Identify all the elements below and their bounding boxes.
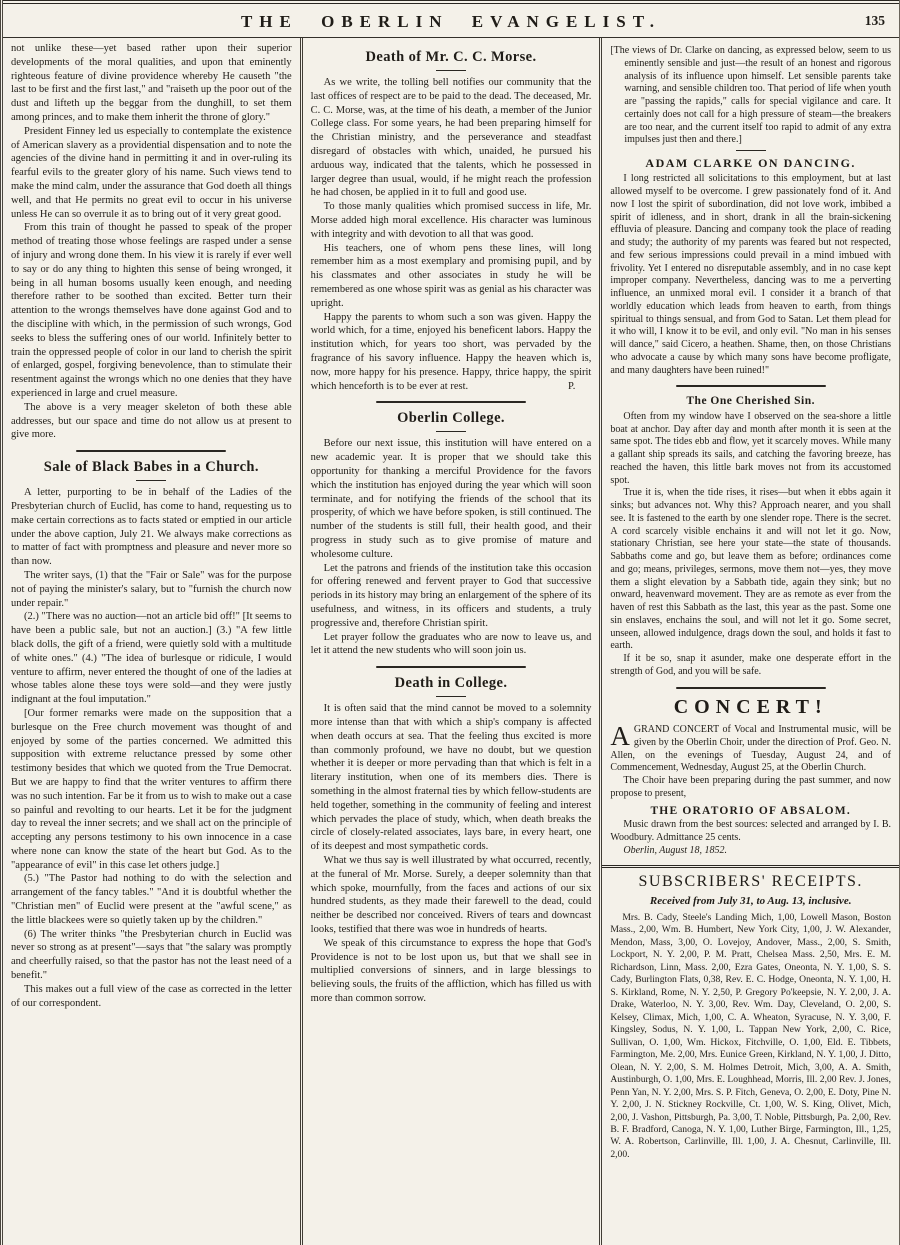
title-rule (436, 70, 466, 71)
paragraph: It is often said that the mind cannot be moved to a solemnity more intense than that with which a ship's company is affected when death occurs at sea. That the feeling thus excited is more than commonly profound, we have no doubt, but we question whether it is deeper or more pervading than that which is felt in a literary institution, when one of its members dies. There is something in the almost fraternal ties by which fellow-students are held together, something in the community of feeling and interest which pervades the place of study, which, when death breaks the circle of closely-related associates, lays bare, in every heart, one of its deepest and most sympathetic cords. (310, 703, 592, 853)
title-rule (436, 431, 466, 432)
article-oberlin-college (311, 409, 592, 658)
masthead (3, 0, 899, 38)
article-title: ADAM CLARKE ON DANCING. (645, 156, 856, 170)
paragraph: (5.) "The Pastor had nothing to do with the selection and arrangement of the fancy tables." "And it is doubtful whether the "Christian men" of Euclid were present at the "awful scene," as the little blackees were so quietly taken up by the children." (11, 873, 292, 926)
title-rule (436, 696, 466, 697)
drop-cap: A (610, 721, 630, 752)
page-number: 135 (864, 13, 885, 28)
paragraph: True it is, when the tide rises, it rises—but when it ebbs again it sinks; but advances not. Why this? Approach nearer, and you shall see. It is fastened to the earth by one slender rope. There is the secret. A cord scarcely visible enchains it and will not let it go. Now, stationary Christian, see here your state—the state of thousands. Sabbaths come and go, but leave them as before; ordinances come and go; means, privileges, sermons, move them not—yes, they move them a slight elevation by a Sabbath tide, again they sink; but no onward, heavenward movement. They are as remote as ever from the haven of rest this Sabbath as the last, this year as the past. Some one sin enslaves, enchains the soul, and will not let it go. Some secret, unseen, allowed indulgence, drags down the soul, and holds it fast to earth. (610, 487, 892, 652)
column-1 (3, 38, 300, 1245)
paragraph: Often from my window have I observed on the sea-shore a little boat at anchor. Day after day and month after month it is seen at the same spot. The tides ebb and flow, yet it scarcely moves. While many a gallant ship spreads its sails, and catching the favoring breeze, has reached the haven, this little bark moves not from its accustomed spot. (610, 410, 892, 486)
paragraph: His teachers, one of whom pens these lines, will long remember him as a most exemplary and promising pupil, and by his classmates and other associates in study he will be remembered as one whose spirit was as genial as his character was upright. (310, 242, 592, 309)
article-death-in-college (311, 674, 592, 1006)
article-one-cherished-sin (610, 394, 891, 678)
paragraph: Music drawn from the best sources: selected and arranged by I. B. Woodbury. Admittance 25 cents. (610, 819, 892, 844)
article-title: Death of Mr. C. C. Morse. (365, 49, 537, 65)
article-divider (376, 401, 526, 403)
paragraph: As we write, the tolling bell notifies our community that the last offices of respect are to be paid to the dead. The deceased, Mr. C. C. Morse, was, at the time of his death, a member of the Junior College class. For some years, he had been preparing himself for the Christian ministry, and the perseverance and steadfast disregard of obstacles with which, unaided, he pursued his arduous way, indicated that the talents, which he possessed in larger degree than usual, would, if he might reach the profession he had chosen, be applied in it to full and good use. (310, 77, 592, 199)
article-title: Death in College. (394, 675, 508, 692)
paragraph: From this train of thought he passed to speak of the proper method of treating those whose feelings are rasped under a sense of injury and wrong done them. In his view it is rarely if ever well to say or do any thing to highten this sense of being wronged, it being in all human bosoms usually keen enough, and needing therefore rather to be soothed than excited. Better turn their attention to the wrongs themselves have done against God and to the discipline with which, in the permission of such wrongs, God seeks to bless the suffering ones of our world. Infinitely better to train the oppressed people of color in our land to cherish the spirit of enlarged, gospel, forgiving benevolence, than to stimulate their resentment against the wrongs which no one denies that they have experienced in large and cruel measure. (11, 222, 292, 399)
paragraph (610, 721, 892, 775)
paragraph: The above is a very meager skeleton of both these able addresses, but our space and time do not allow us at present to give more. (11, 401, 292, 441)
paragraph: We speak of this circumstance to express the hope that God's Providence is not to be lost upon us, but that we shall see in multiplied conversions of sinners, and in large blessings to believing souls, the fruits of the affliction, which has filled us with more than common sorrow. (310, 937, 592, 1004)
paragraph: Before our next issue, this institution will have entered on a new academic year. It is proper that we should take this opportunity for thanking a merciful Providence for the favors which the institution has enjoyed during the year which will soon terminate, and for notifying the friends of the school that its prosperity, of which we have before spoken, is still continued. The number of the students is still full, their health good, and their progress in study such as to give promise of mature and wholesome culture. (310, 438, 592, 560)
notice-title: SUBSCRIBERS' RECEIPTS. (638, 872, 863, 890)
receipts-list: Mrs. B. Cady, Steele's Landing Mich, 1,00, Lowell Mason, Boston Mass., 2,00, Wm. B. Humbert, New York City, 1,00, J. W. Alexander, Mendon, Mass, 3,00, O. Lovejoy, Andover, Mass., 2,00, S. Smith, Lockport, N. Y. 2,00, P. M. Pratt, Chelsea Mass. 2,50, Mrs. E. M. Richardson, Linn, Mass. 2,00, Ezra Gates, Oneonta, N. Y. 1,00, S. S. Cady, Burlington Flats, 0,38, Rev. E. C. Hodge, Oneonta, N. Y. 1,00, H. S. Kirkland, Rome, N. Y. 2,50, P. Gregory Po'keepsie, N. Y. 2,00, J. A. Drake, Waterloo, N. Y. 3,00, Rev. Wm. Day, Cleveland, O. 2,00, S. Kelsey, Climax, Mich, 1,00, C. A. Wheaton, Syracuse, N. Y. 3,00, F. Kingsley, Sodus, N. Y. 1,00, L. Tappan New York, 2,00, C. Rice, Sullivan, O. 1,00, Wm. Hickox, Fitchville, O. 1,00, Eld. E. Tibbets, Farmington, Me. 2,00, Mrs. Eunice Green, Kirkland, N. Y. 1,00, J. Ditto, Olean, N. Y. 2,00, S. M. Holmes Detroit, Mich, 3,00, A. A. Smith, Austinburgh, O. 1,00, Mrs. E. Loughhead, Morris, Ill. 2,00 Rev. J. Jones, Penn Yan, N. Y. 2,00, Mrs. S. P. Fitch, Geneva, O. 2,00, E. Doty, Pine N. Y. 2,00, J. N. Stickney Rockville, Ct. 1,00, W. S. King, Olivet, Mich, 2,00, J. Vashon, Pittsburgh, Pa. 3,00, T. Noble, Pittsburgh, Pa. 2,00, Rev. B. F. Bradford, Canoga, N. Y. 1,00, Luther Birge, Farmington, Ill., 1,25, W. A. Robertson, Carlinville, Ill. 1,00, J. A. Chesnut, Carlinville, Ill. 2,00. (610, 912, 892, 1160)
article-divider (376, 666, 526, 668)
article-addresses-continuation (11, 42, 292, 442)
author-signature: P. (568, 380, 576, 392)
article-title: Sale of Black Babes in a Church. (43, 459, 259, 476)
paragraph: A letter, purporting to be in behalf of the Ladies of the Presbyterian church of Euclid, has come to hand, requesting us to make certain corrections as to facts stated or emptied in our article under the above caption, July 21. We always make corrections as to matter of fact with promptness and pleasure and never more so than now. (11, 487, 292, 568)
article-adam-clarke-on-dancing (610, 45, 891, 377)
editor-note: [The views of Dr. Clarke on dancing, as expressed below, seem to us eminently sensible and just—the result of an honest and rigorous analysis of its influence upon himself. Let sensible parents take warning, and sensible children too. That period of life when youth are "passing the rapids," calls for special vigilance and care. It certainly does not call for a high pressure of steam—the breakers are too near, and the current itself too rapid to admit of any extra impulses just then and there.] (610, 45, 892, 146)
article-title: The One Cherished Sin. (686, 395, 815, 408)
oratorio-subtitle: THE ORATORIO OF ABSALOM. (650, 804, 851, 817)
article-divider (76, 450, 226, 452)
paragraph: (6) The writer thinks "the Presbyterian church in Euclid was never so strong as at present"—says that "the salary was promptly and cheerfully raised, so that the pastor has not the least need of a benefit." (11, 928, 292, 982)
notice-concert (610, 695, 891, 858)
article-sale-of-black-babes (11, 458, 292, 1010)
paragraph: not unlike these—yet based rather upon their superior developments of the moral qualities, and upon that eminently righteous feature of divine providence whereby He causeth "the last to be first and the first last," and "raiseth up the poor out of the dust and lifteth up the beggar from the dunghill, to set them among princes, and to make them inherit the throne of glory." (11, 43, 292, 123)
paragraph: President Finney led us especially to contemplate the existence of American slavery as a providential dispensation and to note the agencies of the divine hand in permitting it and in over-ruling its fearful evils to the greater glory of his name. Such views tend to make the mind calm, under the assurance that God doeth all things well, and that He permits no great evil to occur in his universe unless He can so overrule it as to bring out of it very great good. (11, 125, 292, 220)
article-title: Oberlin College. (397, 410, 505, 427)
paragraph: [Our former remarks were made on the supposition that a burlesque on the Free church movement was thought of and enjoyed by some of the parties concerned. We admitted this supposition with extreme reluctance pressed by some other testimony besides that which we quoted from the True Democrat. But we are happy to find that the writer ventures to affirm there was no such intention. Far be it from us to wish to make out a case so painful and revolting to our hearts. Let it be for the judgment day to reveal the inner secrets; and we shall act on the principle of accepting any persons testimony to his own innocence in a case where none can know the state of the heart but God. As to the "appearance of evil" in this case let others judge.] (11, 707, 292, 871)
paragraph: Let the patrons and friends of the institution take this occasion for offering renewed and fervent prayer to God that successive periods in its history may bring an enlargement of the sphere of its usefulness, and witness, in its officers and students, a truly progressive and, therefore Christian spirit. (310, 562, 592, 629)
dateline: Oberlin, August 18, 1852. (623, 844, 728, 856)
paragraph: This makes out a full view of the case as corrected in the letter of our correspondent. (11, 983, 292, 1009)
column-3 (599, 38, 899, 1245)
column-2 (300, 38, 600, 1245)
paragraph: The Choir have been preparing during the past summer, and now propose to present, (610, 775, 892, 799)
title-rule (136, 480, 166, 481)
receipts-date-range: Received from July 31, to Aug. 13, inclusive. (649, 895, 852, 907)
paragraph: What we thus say is well illustrated by what occurred, recently, at the funeral of Mr. Morse. Surely, a deeper solemnity than that which spoke, mournfully, from the faces and actions of our six hundred students, as they made their farewell to the dead, could neither be described nor conceived. Rivers of tears and downcast looks, testified that there was woe in hundreds of hearts. (310, 855, 592, 936)
article-death-of-morse (311, 48, 592, 393)
paragraph: (2.) "There was no auction—not an article bid off!" [It seems to have been a public sale, but not an auction.] (3.) "A few little black dolls, the gift of a friend, were quietly sold with a multitude of white ones." (4.) "The idea of burlesque or ridicule, I would venture to affirm, never entered the thought of one of the ladies at whose tables alone these toys were sold—and they were justly indignant at the foul imputation." (11, 611, 292, 706)
paragraph: If it be so, snap it asunder, make one desperate effort in the strength of God, and you will be safe. (610, 653, 892, 677)
paragraph-text: GRAND CONCERT of Vocal and Instrumental music, will be given by the Oberlin Choir, under the direction of Prof. Geo. N. Allen, on the evenings of Tuesday, August 24, and of Commencement, Wednesday, August 25, at the Oberlin Church. (610, 724, 892, 774)
paragraph: The writer says, (1) that the "Fair or Sale" was for the purpose not of paying the minister's salary, but to "furnish the church now under repair." (11, 569, 292, 609)
paragraph: Happy the parents to whom such a son was given. Happy the world which, for a time, enjoyed his beneficent labors. Happy the institution which, for years too short, was pervaded by the fragrance of his savory influence. Happy the heaven which is, now, more happy for his presence. Happy, thrice happy, the spirit which henceforth is to be ever at rest. (310, 311, 592, 392)
section-rule (602, 865, 899, 868)
article-divider (676, 687, 826, 689)
notice-subscribers-receipts (610, 872, 891, 1162)
paragraph: To those manly qualities which promised success in life, Mr. Morse added high moral excellence. His character was luminous with integrity and with devotion to all that was good. (310, 201, 592, 240)
paragraph: I long restricted all solicitations to this employment, but at last allowed myself to be overcome. I grew passionately fond of it. And now I lost the spirit of subordination, did not love work, imbibed a spirit of idleness, and in short, drank in all the brain-sickening effluvia of pleasure. Dancing and company took the place of reading and study; the authority of my parents was feared but not respected, and few serious impressions could prevail in a mind imbued with frivolity. Yet I entered no disreputable assembly, and in no case kept improper company. Nevertheless, dancing was to me a perverting influence, an unmixed moral evil. I consider it a branch of that worldly education which leads from heaven to earth, from things spiritual to things sensual, and from God to Satan. Let them plead for it who will, I know it to be evil, and only evil. "No man in his senses will dance," said Cicero, a heathen. Shame, then, on those Christians who advocate a cause by which many sons have become profligate, and many daughters have been ruined!" (610, 173, 892, 376)
note-rule (736, 150, 766, 151)
article-divider (676, 385, 826, 387)
columns (3, 38, 899, 1245)
paper-title: THE OBERLIN EVANGELIST. (240, 12, 662, 31)
notice-title: CONCERT! (673, 695, 828, 718)
paragraph: Let prayer follow the graduates who are now to leave us, and let it attend the new students who will soon join us. (310, 631, 592, 657)
